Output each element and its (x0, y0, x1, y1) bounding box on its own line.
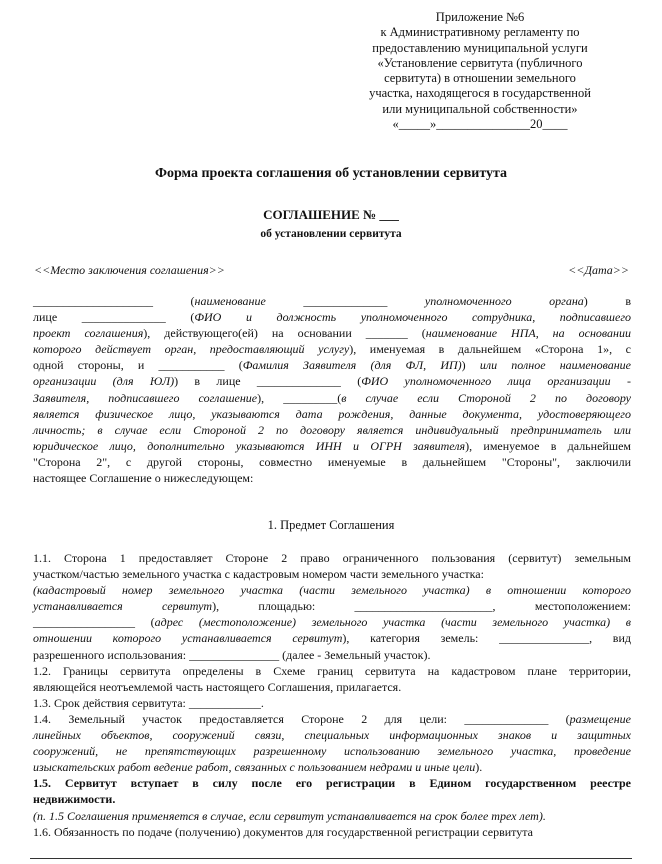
text-run: ), именуемая в дальнейшем «Сторона 1», с (349, 342, 631, 357)
text-line (33, 550, 631, 566)
text-run: ), именуемое в дальнейшем (465, 438, 631, 453)
annex-header (345, 10, 615, 132)
text-run: линейных объектов, сооружений связи, специальных информационных знаков и защитных (33, 728, 631, 743)
text-run: является физическое лицо, указываются дата рождения, данные документа, удостоверяющего (33, 406, 631, 421)
text-line (33, 775, 631, 791)
text-run: адрес (местоположение) земельного участка (части земельного участка) в (154, 615, 631, 630)
text-line (33, 390, 631, 406)
text-run: ), площадью: _______________________, местоположением: (212, 599, 631, 614)
text-run: _________________ ( (33, 615, 155, 630)
text-run: организации (для ЮЛ) (33, 374, 175, 389)
text-line (33, 406, 631, 422)
date-placeholder: <<Дата>> (568, 263, 629, 277)
text-line (33, 454, 631, 470)
annex-line: предоставлению муниципальной услуги (372, 40, 588, 55)
agreement-subtitle: об установлении сервитута (260, 228, 402, 240)
text-run: ), категория земель: _______________, вид (342, 631, 631, 646)
text-run: 1.6. Обязанность по подаче (получению) документов для государственной регистрации сервитута (33, 824, 533, 839)
text-line (33, 357, 631, 373)
text-line (33, 711, 631, 727)
text-run: ФИО уполномоченного лица организации - (361, 374, 631, 389)
text-line (33, 582, 631, 598)
text-line (33, 438, 631, 454)
annex-date-line: «_____»_______________20____ (392, 117, 568, 132)
text-run: которого действует орган, предоставляющий услугу (33, 342, 350, 357)
text-run: ) в (583, 294, 631, 308)
text-run: ). (475, 760, 483, 775)
text-run: 1.3. Срок действия сервитута: ____________. (33, 695, 264, 710)
text-run: разрешенного использования: _______________ (далее - Земельный участок). (33, 647, 431, 662)
text-run: участком/частью земельного участка с кадастровым номером части земельного участка: (33, 567, 484, 582)
form-title: Форма проекта соглашения об установлении сервитута (154, 166, 508, 181)
text-run: ), действующего(ей) на основании _______ ( (143, 326, 426, 341)
text-line (33, 373, 631, 389)
text-run: ФИО и должность уполномоченного сотрудника, подписавшего (194, 310, 632, 325)
text-line (33, 630, 631, 646)
text-run: наименование ______________ уполномоченного органа (194, 294, 584, 308)
annex-line: к Административному регламенту по (380, 25, 580, 40)
text-line (33, 791, 631, 807)
text-run: личность; в случае если Стороной 2 по договору является индивидуальный предприниматель или (33, 422, 631, 437)
annex-line: участка, находящегося в государственной (369, 86, 591, 101)
text-run: настоящее Соглашение о нижеследующем: (33, 471, 254, 486)
text-run: 1.2. Границы сервитута определены в Схеме границ сервитута на кадастровом плане территории, (33, 663, 631, 678)
text-line (33, 614, 631, 630)
text-run: ) в лице ______________ ( (174, 374, 362, 389)
text-run: 1.5. Сервитут вступает в силу после его регистрации в Едином государственном реестре (33, 776, 631, 791)
text-run: (кадастровый номер земельного участка (части земельного участка) в отношении которого (33, 583, 631, 598)
text-run: одной стороны, и ___________ ( (33, 358, 243, 373)
text-line (33, 566, 631, 582)
text-line (33, 647, 631, 663)
text-line (33, 663, 631, 679)
page-bottom-rule (30, 858, 632, 859)
text-run: сооружений, не препятствующих разрешенному использованию земельного участка, проведение (33, 744, 631, 759)
text-run: размещение (569, 711, 631, 726)
section-body (33, 550, 631, 840)
text-run: ), _________( (257, 390, 342, 405)
text-run: Фамилия Заявителя (для ФЛ, ИП) (242, 358, 462, 373)
text-run: в случае если Стороной 2 по договору (341, 390, 631, 405)
text-run: изыскательских работ ведение работ, связанных с пользованием недрами и иные цели (33, 760, 476, 775)
text-run: 1.1. Сторона 1 предоставляет Стороне 2 право ограниченного пользования (сервитут) земельным (33, 551, 631, 565)
text-run: являющейся неотъемлемой часть настоящего Соглашения, прилагается. (33, 679, 402, 694)
text-run: (п. 1.5 Соглашения применяется в случае, если сервитут устанавливается на срок более трех лет). (33, 808, 546, 823)
annex-line: «Установление сервитута (публичного (377, 55, 583, 70)
text-line (33, 325, 631, 341)
place-placeholder: <<Место заключения соглашения>> (34, 263, 225, 277)
text-line (33, 309, 631, 325)
text-line (33, 824, 631, 840)
text-line (33, 341, 631, 357)
text-run: недвижимости. (33, 792, 116, 807)
annex-line: сервитута) в отношении земельного (384, 71, 576, 86)
text-line (33, 808, 631, 824)
text-run: или полное наименование (479, 358, 632, 373)
section-heading: 1. Предмет Соглашения (267, 518, 395, 532)
text-line (33, 695, 631, 711)
text-run: 1.4. Земельный участок предоставляется Стороне 2 для цели: ______________ ( (33, 711, 570, 726)
text-run: наименование НПА, на основании (425, 326, 631, 341)
text-run: Заявителя, подписавшего соглашение (33, 390, 258, 405)
preamble-paragraph (33, 293, 631, 486)
text-run: устанавливается сервитут (33, 599, 213, 614)
text-run: проект соглашения (33, 326, 144, 341)
text-line (33, 679, 631, 695)
annex-line: или муниципальной собственности» (382, 101, 578, 116)
text-line (33, 759, 631, 775)
text-run: ) (461, 358, 480, 373)
text-run: "Сторона 2", с другой стороны, совместно именуемые в дальнейшем "Стороны", заключили (33, 454, 631, 469)
agreement-title: СОГЛАШЕНИЕ № ___ (263, 207, 399, 222)
text-run: лице ______________ ( (33, 310, 195, 325)
text-line (33, 293, 631, 309)
text-line (33, 470, 631, 486)
text-line (33, 743, 631, 759)
annex-line: Приложение №6 (435, 10, 525, 24)
text-run: отношении которого устанавливается сервитут (33, 631, 343, 646)
text-line (33, 727, 631, 743)
text-run: ____________________ ( (33, 294, 195, 308)
text-run: юридическое лицо, дополнительно указываются ИНН и ОГРН заявителя (33, 438, 466, 453)
text-line (33, 422, 631, 438)
text-line (33, 598, 631, 614)
